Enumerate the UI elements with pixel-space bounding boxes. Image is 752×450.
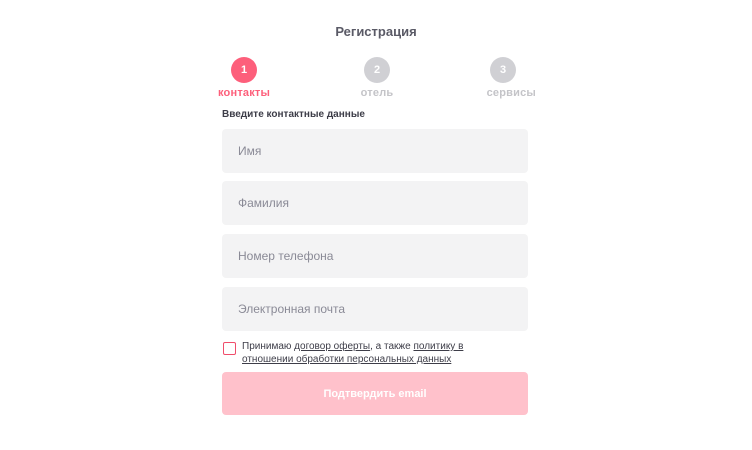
phone-input[interactable] (222, 234, 528, 278)
policy-link-continued[interactable]: отношении обработки персональных данных (242, 354, 452, 365)
consent-prefix: Принимаю (242, 341, 295, 352)
step-number: 3 (490, 57, 516, 83)
step-services[interactable] (473, 57, 536, 99)
email-input[interactable] (222, 287, 528, 331)
page-title: Регистрация (335, 24, 417, 39)
step-label: отель (360, 87, 394, 99)
step-contacts[interactable] (218, 57, 278, 99)
surname-input[interactable] (222, 181, 528, 225)
policy-link[interactable]: политику в (413, 341, 464, 352)
step-label: сервисы (486, 87, 536, 99)
consent-checkbox[interactable] (223, 342, 236, 355)
step-number: 1 (231, 57, 257, 83)
stepper (218, 57, 536, 101)
confirm-email-button[interactable]: Подтвердить email (222, 372, 528, 415)
consent-text (242, 340, 522, 366)
step-hotel[interactable] (347, 57, 407, 99)
section-label: Введите контактные данные (222, 109, 365, 120)
name-input[interactable] (222, 129, 528, 173)
consent-row (222, 340, 528, 366)
offer-link[interactable]: договор оферты (294, 341, 371, 352)
step-label: контакты (218, 87, 271, 99)
step-number: 2 (364, 57, 390, 83)
consent-middle: , а также (370, 341, 414, 352)
